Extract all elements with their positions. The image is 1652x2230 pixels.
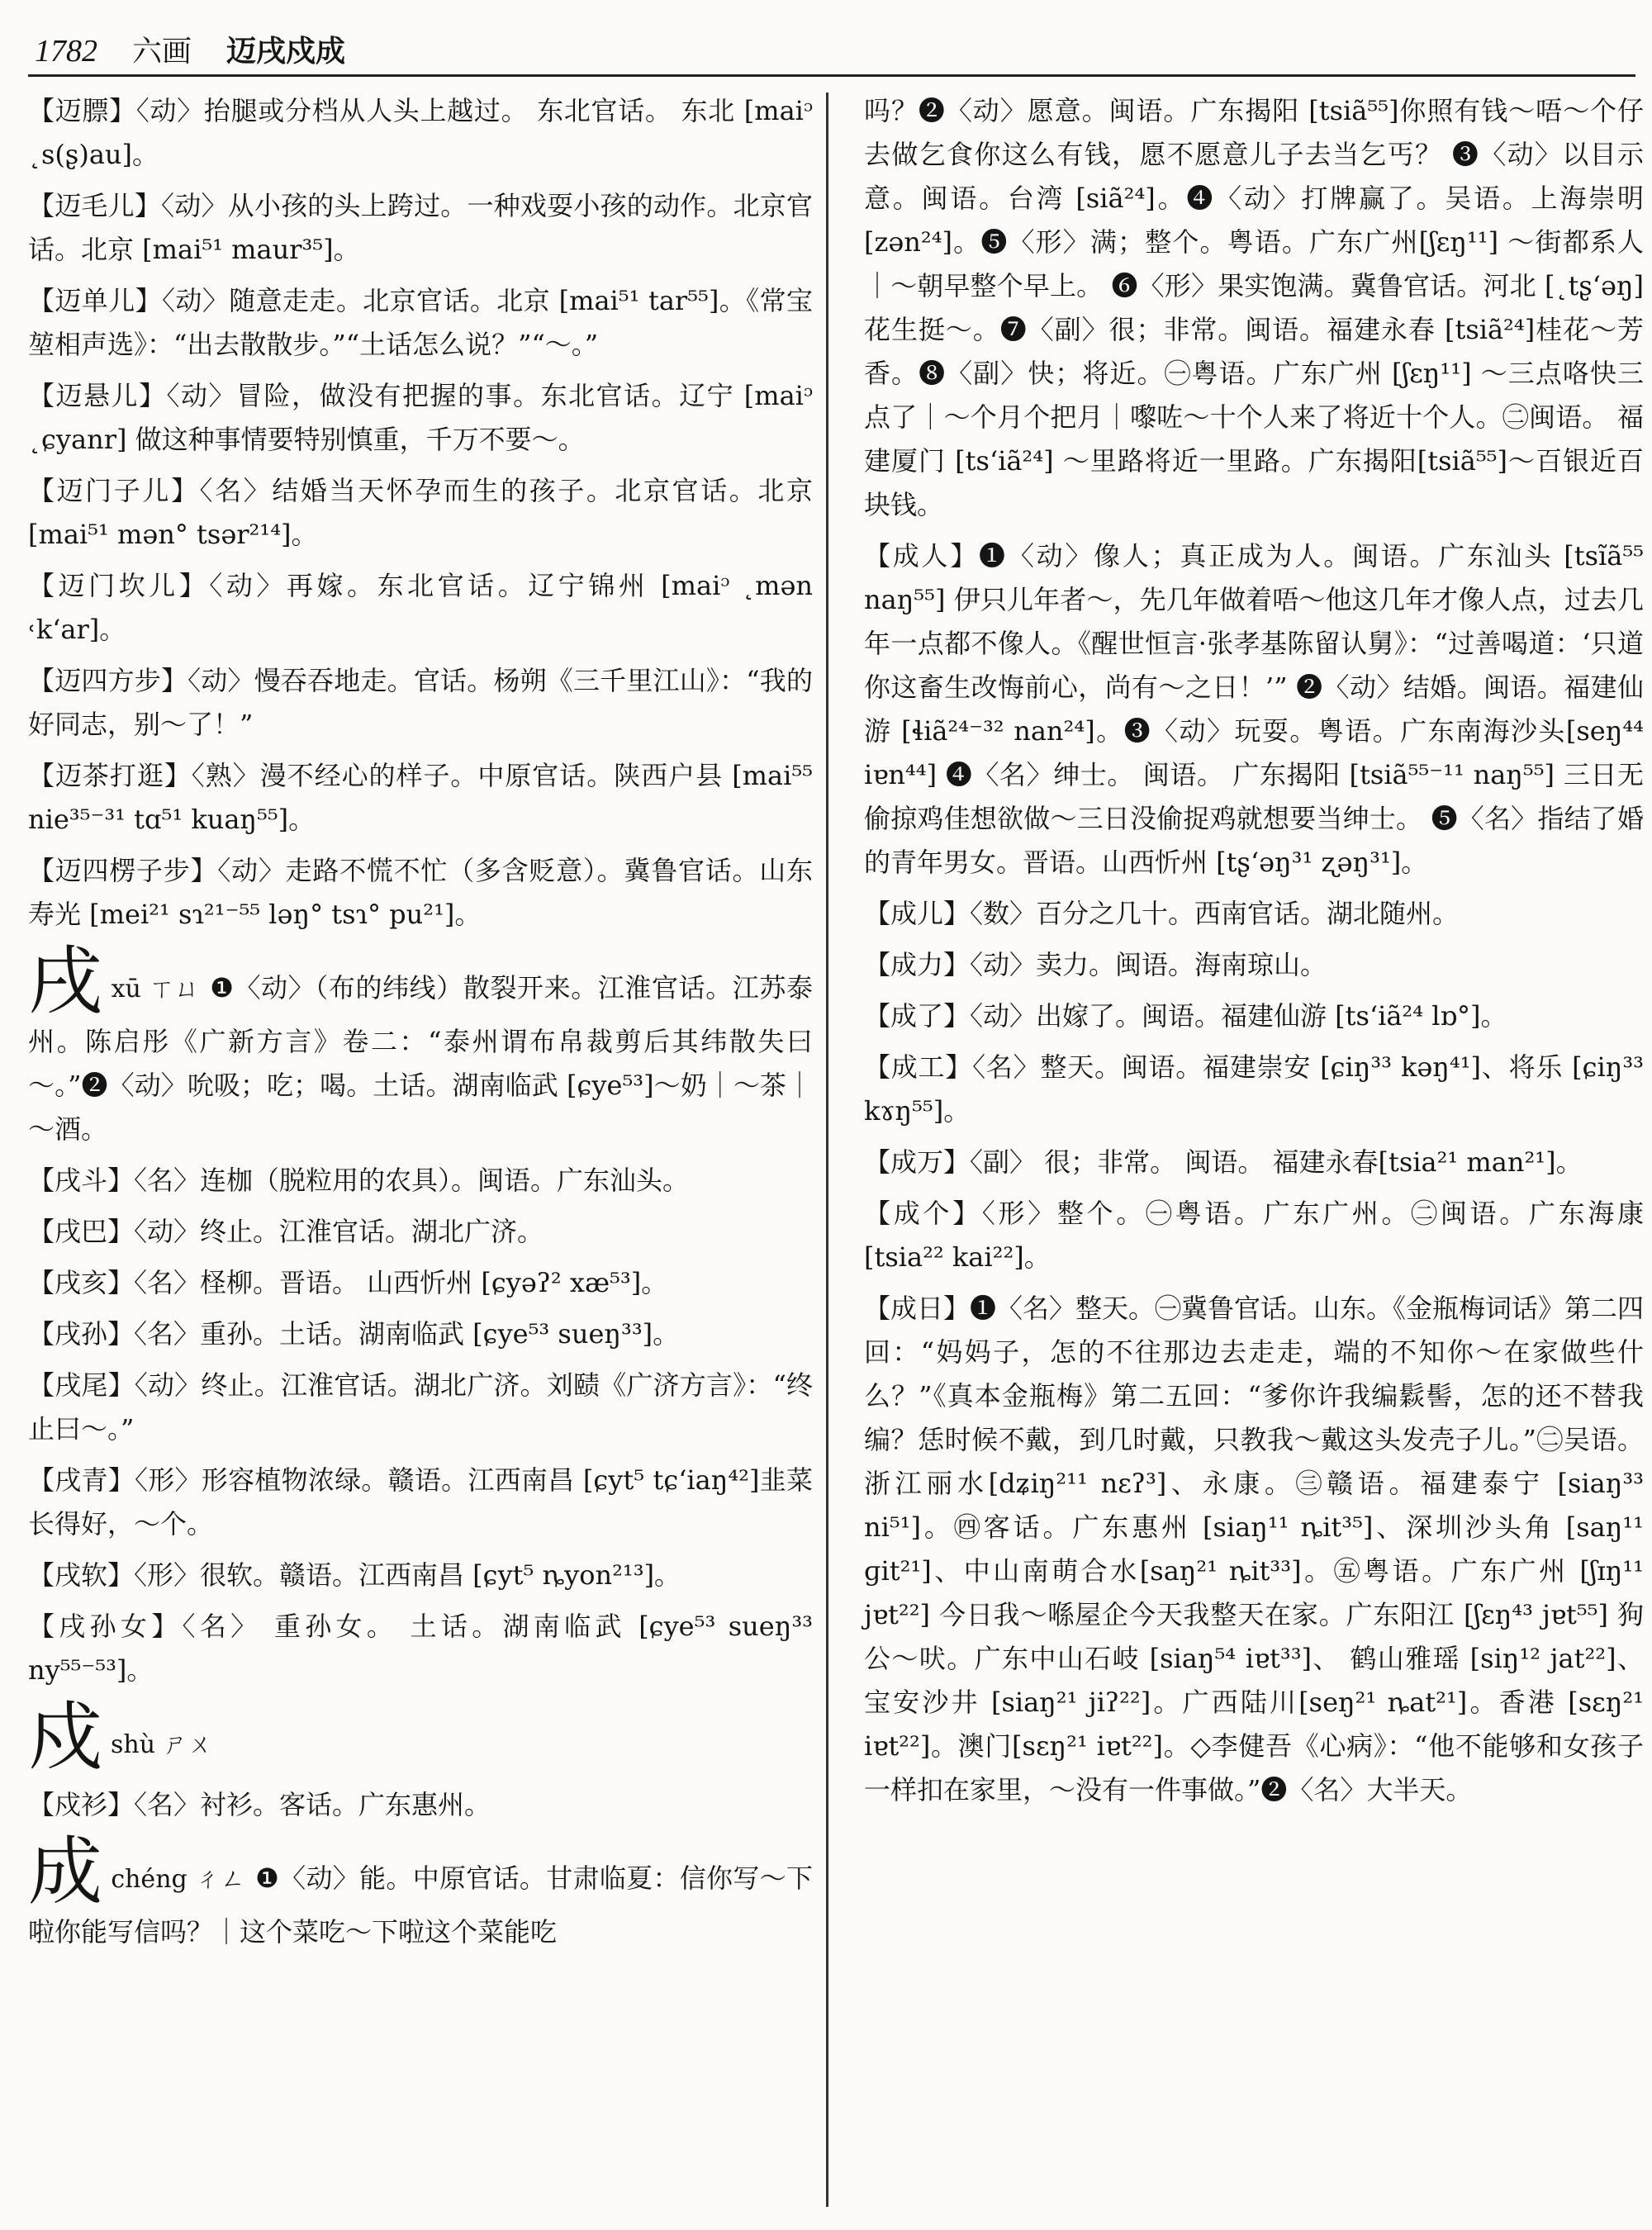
left-column [28,89,813,1962]
pinyin-reading: xū ㄒㄩ [111,975,201,1004]
entry-text: 【戍衫】〈名〉衬衫。客话。广东惠州。 [28,1789,491,1820]
dictionary-entry [864,1141,1644,1184]
dictionary-entry [28,1694,813,1781]
dictionary-entry [28,1554,813,1597]
dictionary-entry [28,1261,813,1305]
dictionary-entry [864,994,1644,1038]
entry-text: 【成了】〈动〉出嫁了。闽语。福建仙游 [ts‘iã²⁴ lɒ°]。 [864,1000,1507,1032]
dictionary-entry [28,1312,813,1356]
dictionary-entry [28,469,813,557]
entry-text: ❶〈动〉能。中原官话。甘肃临夏：信你写～下啦你能写信吗？｜这个菜吃～下啦这个菜能吃 [28,1862,813,1948]
entry-text: 【迈茶打逛】〈熟〉漫不经心的样子。中原官话。陕西户县 [mai⁵⁵ nie³⁵⁻³¹ tɑ⁵¹ kuaŋ⁵⁵]。 [28,760,813,835]
entry-text: 【迈毛儿】〈动〉从小孩的头上跨过。一种戏耍小孩的动作。北京官话。北京 [mai⁵¹ maur³⁵]。 [28,190,813,265]
column-divider [826,93,828,2207]
dictionary-entry [864,892,1644,936]
entry-text: 【戌尾】〈动〉终止。江淮官话。湖北广济。刘赜《广济方言》：“终止曰～。” [28,1369,813,1445]
dictionary-entry [864,1192,1644,1279]
entry-text: 【成万】〈副〉 很；非常。 闽语。 福建永春[tsia²¹ man²¹]。 [864,1146,1583,1178]
entry-text: 【戌青】〈形〉形容植物浓绿。赣语。江西南昌 [ɕyt⁵ tɕ‘iaŋ⁴²]韭菜长得好，～个。 [28,1464,813,1540]
entry-text: 【迈四方步】〈动〉慢吞吞地走。官话。杨朔《三千里江山》：“我的好同志，别～了！” [28,665,813,740]
entry-text: 【戌孙】〈名〉重孙。土话。湖南临武 [ɕye⁵³ sueŋ³³]。 [28,1318,680,1350]
entry-text: 【成工】〈名〉整天。闽语。福建崇安 [ɕiŋ³³ kəŋ⁴¹]、将乐 [ɕiŋ³³ kɤŋ⁵⁵]。 [864,1051,1644,1127]
dictionary-entry [28,1459,813,1546]
dictionary-entry [28,659,813,747]
dictionary-entry [28,89,813,177]
entry-text: 【成力】〈动〉卖力。闽语。海南琼山。 [864,949,1327,980]
entry-text: 【成儿】〈数〉百分之几十。西南官话。湖北随州。 [864,898,1460,929]
header-rule [28,74,1635,77]
head-character: 成 [28,1829,103,1915]
entry-text: 【迈门坎儿】〈动〉再嫁。东北官话。辽宁锦州 [maiᵓ ˛mən ˓k‘ar]。 [28,570,813,645]
dictionary-entry [28,1605,813,1692]
dictionary-entry [28,374,813,462]
dictionary-entry [28,1364,813,1451]
head-character: 戌 [28,938,103,1025]
dictionary-entry [28,849,813,937]
entry-text: 【迈门子儿】〈名〉结婚当天怀孕而生的孩子。北京官话。北京 [mai⁵¹ mən° tsər²¹⁴]。 [28,475,813,550]
pinyin-reading: chéng ㄔㄥ [111,1865,246,1894]
entry-text: 【戌孙女】〈名〉 重孙女。 土话。湖南临武 [ɕye⁵³ sueŋ³³ ny⁵⁵⁻⁵³]。 [28,1611,813,1686]
dictionary-entry [28,938,814,1151]
dictionary-entry [864,1046,1644,1133]
dictionary-entry [28,184,813,272]
entry-text: ❶〈动〉（布的纬线）散裂开来。江淮官话。江苏泰州。陈启彤《广新方言》卷二：“泰州谓布帛裁剪后其纬散失曰～。”❷〈动〉吮吸；吃；喝。土话。湖南临武 [ɕye⁵³]～奶｜～茶｜～酒。 [28,972,814,1145]
stroke-section: 六画 [132,35,192,69]
page-number: 1782 [35,34,97,69]
entry-text: 吗？❷〈动〉愿意。闽语。广东揭阳 [tsiã⁵⁵]你照有钱～唔～个仔去做乞食你这么有钱，愿不愿意儿子去当乞丐？ ❸〈动〉以目示意。闽语。台湾 [siã²⁴]。❹〈动〉打牌赢了。吴语。上海崇明 [zən²⁴]。❺〈形〉满；整个。粤语。广东广州[ʃɛŋ¹¹] ～街都系人｜～朝早整个早上。 ❻〈形〉果实饱满。冀鲁官话。河北 [˛tʂ‘əŋ] 花生挺～。❼〈副〉很；非常。闽语。福建永春 [tsiã²⁴]桂花～芳香。❽〈副〉快；将近。㊀粤语。广东广州 [ʃɛŋ¹¹] ～三点咯快三点了｜～个月个把月｜嚟咗～十个人来了将近十个人。㊁闽语。 福建厦门 [ts‘iã²⁴] ～里路将近一里路。广东揭阳[tsiã⁵⁵]～百银近百块钱。 [864,95,1644,520]
entry-text: 【戌亥】〈名〉柽柳。晋语。 山西忻州 [ɕyəʔ² xæ⁵³]。 [28,1267,668,1298]
page-header [35,28,345,71]
dictionary-entry [28,754,813,842]
entry-text: 【成日】❶〈名〉整天。㊀冀鲁官话。山东。《金瓶梅词话》第二四回：“妈妈子，怎的不往那边去走走，端的不知你～在家做些什么？”《真本金瓶梅》第二五回：“爹你许我编鬏髻，怎的还不替我编？恁时候不戴，到几时戴，只教我～戴这头发壳子儿。”㊁吴语。浙江丽水[dʑiŋ²¹¹ nɛʔ³]、永康。㊂赣语。福建泰宁 [siaŋ³³ ni⁵¹]。㊃客话。广东惠州 [siaŋ¹¹ ȵit³⁵]、深圳沙头角 [saŋ¹¹ ɡit²¹]、中山南萌合水[saŋ²¹ ȵit³³]。㊄粤语。广东广州 [ʃɪŋ¹¹ jɐt²²] 今日我～喺屋企今天我整天在家。广东阳江 [ʃɛŋ⁴³ jɐt⁵⁵] 狗公～吠。广东中山石岐 [siaŋ⁵⁴ iɐt³³]、 鹤山雅瑶 [siŋ¹² jat²²]、 宝安沙井 [siaŋ²¹ jiʔ²²]。广西陆川[seŋ²¹ ȵat²¹]。香港 [sɛŋ²¹ iɐt²²]。澳门[sɛŋ²¹ iɐt²²]。◇李健吾《心病》：“他不能够和女孩子一样扣在家里，～没有一件事做。”❷〈名〉大半天。 [864,1293,1645,1805]
entry-text: 【迈单儿】〈动〉随意走走。北京官话。北京 [mai⁵¹ tar⁵⁵]。《常宝堃相声选》：“出去散散步。”“土话怎么说？”“～。” [28,285,813,360]
header-headwords: 迈戌戍成 [226,34,346,69]
dictionary-entry [28,564,813,652]
dictionary-entry [28,1159,813,1203]
dictionary-entry [864,943,1644,987]
entry-text: 【戌斗】〈名〉连枷（脱粒用的农具）。闽语。广东汕头。 [28,1165,690,1196]
entry-text: 【迈悬儿】〈动〉冒险，做没有把握的事。东北官话。辽宁 [maiᵓ ˛ɕyanr] 做这种事情要特别慎重，千万不要～。 [28,380,813,455]
dictionary-entry [28,1783,813,1827]
dictionary-entry [28,279,813,367]
entry-text: 【迈四楞子步】〈动〉走路不慌不忙（多含贬意）。冀鲁官话。山东寿光 [mei²¹ sɿ²¹⁻⁵⁵ ləŋ° tsɿ° pu²¹]。 [28,855,813,930]
right-column [864,89,1644,1820]
dictionary-entry [28,1829,813,1954]
dictionary-entry [28,1210,813,1254]
entry-text: 【成人】❶〈动〉像人；真正成为人。闽语。广东汕头 [tsĩã⁵⁵ naŋ⁵⁵] 伊只儿年者～，先几年做着唔～他这几年才像人点，过去几年一点都不像人。《醒世恒言·张孝基陈留认舅》：“过善喝道：‘只道你这畜生改悔前心，尚有～之日！’” ❷〈动〉结婚。闽语。福建仙游 [ɬiã²⁴⁻³² nan²⁴]。❸〈动〉玩耍。粤语。广东南海沙头[seŋ⁴⁴ iɐn⁴⁴] ❹〈名〉绅士。 闽语。 广东揭阳 [tsiã⁵⁵⁻¹¹ naŋ⁵⁵] 三日无偷掠鸡佳想欲做～三日没偷捉鸡就想要当绅士。 ❺〈名〉指结了婚的青年男女。晋语。山西忻州 [tʂ‘əŋ³¹ ʐəŋ³¹]。 [864,540,1644,878]
entry-text: 【戌软】〈形〉很软。赣语。江西南昌 [ɕyt⁵ ȵyon²¹³]。 [28,1559,681,1591]
entry-text: 【成个】〈形〉整个。㊀粤语。广东广州。㊁闽语。广东海康 [tsia²² kai²²]。 [864,1198,1644,1273]
dictionary-entry [864,89,1644,527]
head-character: 戍 [28,1694,102,1781]
pinyin-reading: shù ㄕㄨ [111,1730,213,1759]
entry-text: 【戌巴】〈动〉终止。江淮官话。湖北广济。 [28,1216,544,1247]
dictionary-entry [864,534,1644,885]
entry-text: 【迈膘】〈动〉抬腿或分档从人头上越过。 东北官话。 东北 [maiᵓ ˛s(ʂ)au]。 [28,95,813,170]
dictionary-entry [864,1287,1644,1812]
